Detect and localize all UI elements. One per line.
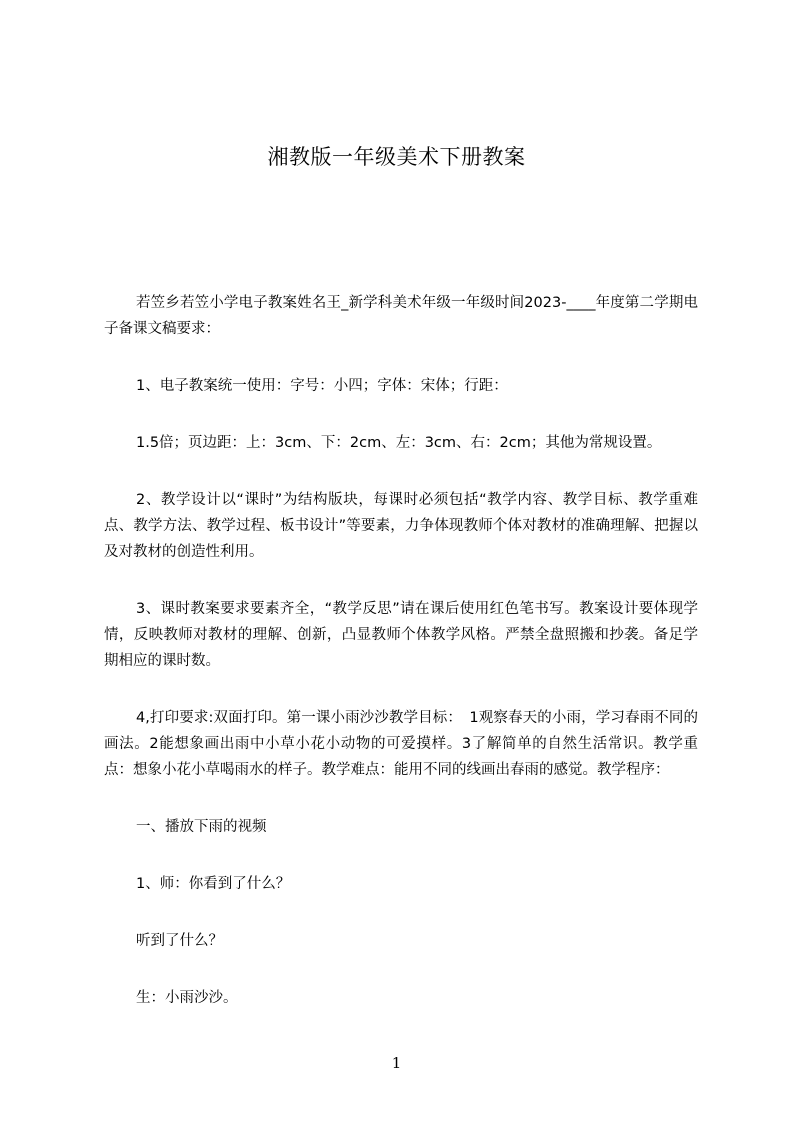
paragraph-teacher-question-2: 听到了什么？ bbox=[136, 933, 223, 949]
page-title: 湘教版一年级美术下册教案 bbox=[267, 145, 526, 169]
paragraph-requirement-4: 4,打印要求:双面打印。第一课小雨沙沙教学目标： 1观察春天的小雨，学习春雨不同的画法。2能想象画出雨中小草小花小动物的可爱摸样。3了解简单的自然生活常识。教学重点：想象小花小草喝雨水的样子。教学难点：能用不同的线画出春雨的感觉。教学程序： bbox=[104, 710, 698, 778]
paragraph-student-answer: 生：小雨沙沙。 bbox=[136, 990, 238, 1006]
paragraph-header-info: 若笠乡若笠小学电子教案姓名王_新学科美术年级一年级时间2023-____年度第二学期电子备课文稿要求： bbox=[104, 295, 698, 337]
paragraph-requirement-3: 3、课时教案要求要素齐全，“教学反思”请在课后使用红色笔书写。教案设计要体现学情，反映教师对教材的理解、创新，凸显教师个体教学风格。严禁全盘照搬和抄袭。备足学期相应的课时数。 bbox=[104, 601, 698, 669]
paragraph-teacher-question: 1、师：你看到了什么？ bbox=[136, 876, 291, 892]
paragraph-requirement-2: 2、教学设计以“课时”为结构版块，每课时必须包括“教学内容、教学目标、教学重难点、教学方法、教学过程、板书设计”等要素，力争体现教师个体对教材的准确理解、把握以及对教材的创造性利用。 bbox=[104, 492, 698, 560]
paragraph-requirement-1: 1、电子教案统一使用：字号：小四；字体：宋体；行距： bbox=[136, 378, 508, 394]
document-body bbox=[104, 290, 698, 1011]
paragraph-section-1: 一、播放下雨的视频 bbox=[136, 819, 267, 835]
page-number: 1 bbox=[391, 1054, 402, 1072]
paragraph-requirement-1-cont: 1.5倍；页边距：上：3cm、下：2cm、左：3cm、右：2cm；其他为常规设置。 bbox=[136, 435, 662, 451]
